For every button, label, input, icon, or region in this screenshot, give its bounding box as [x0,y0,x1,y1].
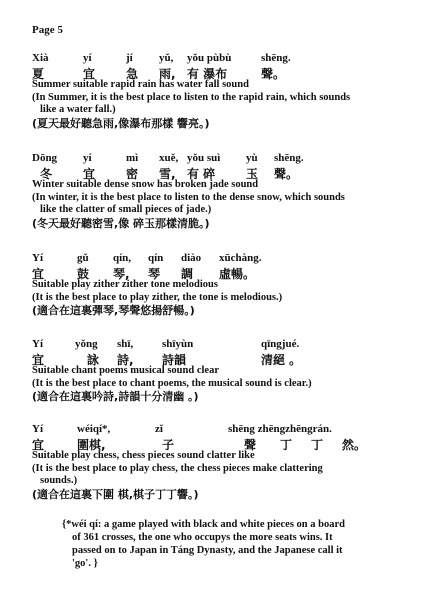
chinese-translation-line: (冬天最好聽密雪,像 碎玉那樣清脆。) [32,216,210,230]
pinyin-word: yǒng [75,338,98,350]
section-summer [32,52,417,131]
pinyin-word: zǐ [155,423,163,435]
chinese-word: 宜 [83,67,96,81]
english-translation-line: (In winter, it is the best place to listen to the dense snow, which sounds [32,191,345,203]
chinese-word: 夏 [32,67,45,81]
pinyin-row [32,338,417,351]
chinese-word: 急 [126,67,139,81]
section-zither [32,252,417,318]
chinese-word: 玉 [246,167,259,181]
chinese-word: 密 [126,167,139,181]
chinese-characters-row [32,165,417,179]
gloss-line: Summer suitable rapid rain has water fall sound [32,79,249,90]
pinyin-word: xūchàng. [219,252,262,264]
chinese-word: 鼓 [77,267,90,281]
chinese-word: 宜 [32,438,45,452]
footnote-line: 'go'. } [72,558,98,569]
chinese-characters-row [32,351,417,365]
chinese-word: 宜 [83,167,96,181]
chinese-word: 聲。 [261,67,286,81]
chinese-word: 丁 [311,438,324,452]
chinese-word: 琴 [148,267,161,281]
chinese-word: 雨, [159,67,176,81]
pinyin-word: Yí [32,338,43,350]
chinese-word: 宜 [32,267,45,281]
english-translation-line: sounds.) [40,475,78,486]
section-winter [32,152,417,231]
chinese-word: 宜 [32,353,45,367]
pinyin-word: yǔ, [159,52,174,64]
footnote [62,518,414,570]
pinyin-word: shī, [117,338,134,350]
pinyin-row [32,252,417,265]
english-translation-line: like the clatter of small pieces of jade.) [40,204,212,215]
chinese-word: 詠 [87,353,100,367]
pinyin-word: Yí [32,423,43,435]
gloss-line: Suitable play chess, chess pieces sound clatter like [32,450,255,461]
pinyin-word: shēng. [274,152,304,164]
english-translation-line: (It is the best place to play chess, the chess pieces make clattering [32,462,323,474]
english-translation-line: (In Summer, it is the best place to listen to the rapid rain, which sounds [32,91,351,103]
pinyin-word: jí [126,52,133,64]
chinese-word: 清絕 。 [261,353,302,367]
gloss-line: Suitable play zither zither tone melodious [32,279,218,290]
pinyin-word: shīyùn [162,338,194,350]
page-title: Page 5 [32,24,63,36]
pinyin-word: yù [246,152,258,164]
chinese-word: 有 瀑布 [187,67,228,81]
chinese-word: 子 [162,438,175,452]
pinyin-word: mì [126,152,139,164]
pinyin-word: qín [148,252,164,264]
chinese-word: 有 碎 [187,167,216,181]
pinyin-row [32,423,417,436]
chinese-word: 冬 [40,167,53,181]
chinese-translation-line: (夏天最好聽急雨,像瀑布那樣 響亮。) [32,116,210,130]
english-translation-line: (It is the best place to play zither, the tone is melodious.) [32,291,283,303]
chinese-characters-row [32,436,417,450]
chinese-translation-line: (適合在這裏吟詩,詩韻十分清幽 。) [32,390,199,403]
chinese-characters-row [32,265,417,279]
footnote-line: passed on to Japan in Táng Dynasty, and the Japanese call it [72,545,343,556]
pinyin-word: yǒu pùbù [187,52,232,64]
pinyin-word: yí [83,52,92,64]
pinyin-word: shēng. [261,52,291,64]
pinyin-word: Xià [32,52,49,64]
chinese-word: 聲。 [274,167,299,181]
section-poems [32,338,417,404]
chinese-word: 圍棋, [77,438,106,452]
chinese-word: 琴, [113,267,130,281]
pinyin-word: Yí [32,252,43,264]
chinese-translation-line: (適合在這裏彈琴,琴聲悠揚舒暢。) [32,304,195,317]
chinese-word: 詩, [117,353,134,367]
gloss-line: Winter suitable dense snow has broken jade sound [32,179,259,190]
chinese-word: 調 [181,267,194,281]
section-chess [32,423,417,502]
gloss-line: Suitable chant poems musical sound clear [32,365,219,376]
pinyin-word: diào [181,252,202,264]
chinese-word: 虛暢。 [219,267,256,281]
chinese-word: 詩韻 [162,353,187,367]
pinyin-word: shēng zhēngzhēngrán. [228,423,332,435]
pinyin-word: qīngjué. [261,338,300,350]
chinese-word: 聲 [244,438,257,452]
pinyin-word: qín, [113,252,132,264]
pinyin-word: gǔ [77,252,89,264]
chinese-translation-line: (適合在這裏下圍 棋,棋子丁丁響。) [32,487,199,501]
pinyin-word: Dōng [32,152,58,164]
english-translation-line: (It is the best place to chant poems, the musical sound is clear.) [32,377,312,389]
chinese-word: 丁 [280,438,293,452]
pinyin-word: xuě, [159,152,179,164]
footnote-line: {*wéi qí: a game played with black and white pieces on a board [62,519,345,530]
pinyin-word: yí [83,152,92,164]
chinese-word: 然。 [342,438,367,452]
footnote-line: of 361 crosses, the one who occupys the more seats wins. It [72,532,333,543]
pinyin-word: yǒu suì [187,152,221,164]
pinyin-row [32,52,417,65]
chinese-characters-row [32,65,417,79]
pinyin-row [32,152,417,165]
english-translation-line: like a water fall.) [40,104,116,115]
chinese-word: 雪, [159,167,176,181]
pinyin-word: wéiqí*, [77,423,111,435]
